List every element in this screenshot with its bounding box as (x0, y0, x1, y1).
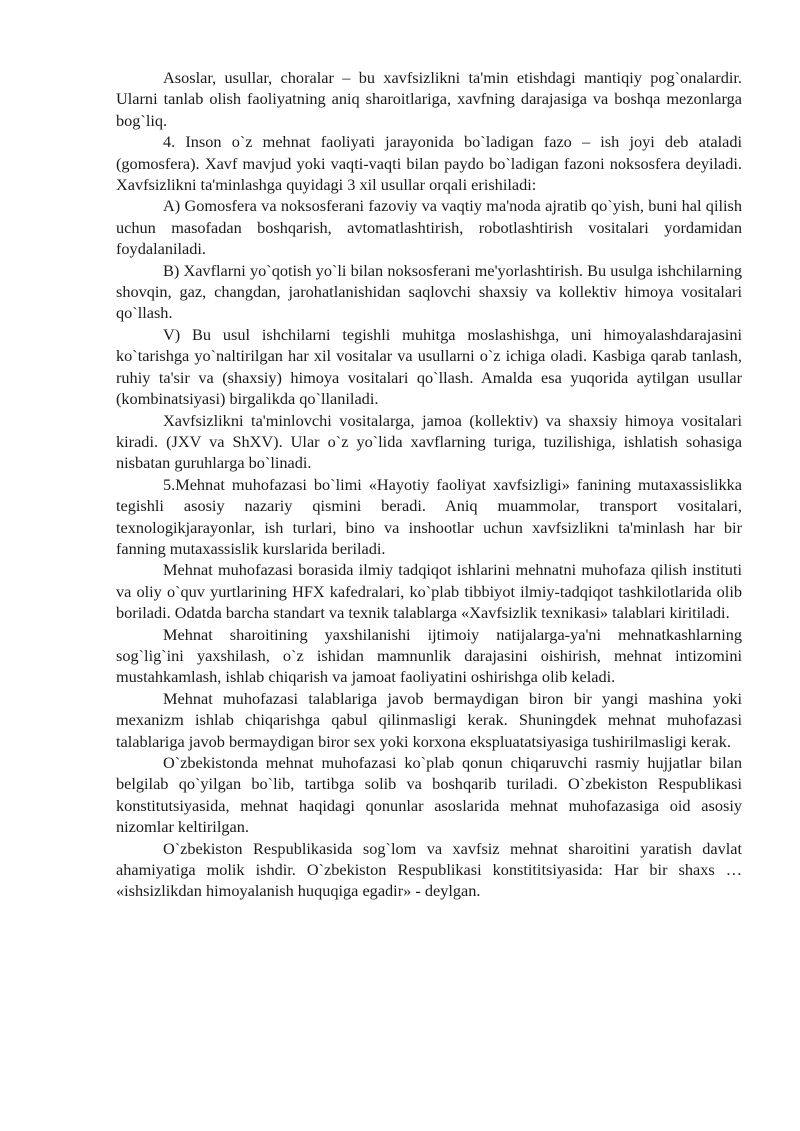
paragraph-10: Mehnat muhofazasi talablariga javob bermaydigan biron bir yangi mashina yoki mexanizm ishlab chiqarishga qabul qilinmasligi kerak. Shuningdek mehnat muhofazasi talablariga javob bermaydigan biror sex yoki korxona ekspluatatsiyasiga tushirilmasligi kerak. (116, 688, 742, 751)
paragraph-9: Mehnat sharoitining yaxshilanishi ijtimoiy natijalarga-ya'ni mehnatkashlarning sog`lig`ini yaxshilash, o`z ishidan mamnunlik darajasini oishirish, mehnat intizomini mustahkamlash, ishlab chiqarish va jamoat faoliyatini oshirishga olib keladi. (116, 624, 742, 687)
document-page (116, 67, 742, 902)
paragraph-5: V) Bu usul ishchilarni tegishli muhitga moslashishga, uni himoyalashdarajasini ko`tarishga yo`naltirilgan har xil vositalar va usullarni o`z ichiga oladi. Kasbiga qarab tanlash, ruhiy ta'sir va (shaxsiy) himoya vositalari qo`llash. Amalda esa yuqorida aytilgan usullar (kombinatsiyasi) birgalikda qo`llaniladi. (116, 324, 742, 409)
paragraph-7: 5.Mehnat muhofazasi bo`limi «Hayotiy faoliyat xavfsizligi» fanining mutaxassislikka tegishli asosiy nazariy qismini beradi. Aniq muammolar, transport vositalari, texnologikjarayonlar, ish turlari, bino va inshootlar uchun xavfsizlikni ta'minlash har bir fanning mutaxassislik kurslarida beriladi. (116, 474, 742, 558)
paragraph-1: Asoslar, usullar, choralar – bu xavfsizlikni ta'min etishdagi mantiqiy pog`onalardir. Ularni tanlab olish faoliyatning aniq sharoitlariga, xavfning darajasiga va boshqa mezonlarga bog`liq. (116, 68, 742, 130)
paragraph-8: Mehnat muhofazasi borasida ilmiy tadqiqot ishlarini mehnatni muhofaza qilish instituti va oliy o`quv yurtlarining HFX kafedralari, ko`plab tibbiyot ilmiy-tadqiqot tashkilotlarida olib boriladi. Odatda barcha standart va texnik talablarga «Xavfsizlik texnikasi» talablari kiritiladi. (116, 560, 742, 623)
paragraph-6: Xavfsizlikni ta'minlovchi vositalarga, jamoa (kollektiv) va shaxsiy himoya vositalari kiradi. (JXV va ShXV). Ular o`z yo`lida xavflarning turiga, tuzilishiga, ishlatish sohasiga nisbatan guruhlarga bo`linadi. (116, 410, 742, 473)
paragraph-12: O`zbekiston Respublikasida sog`lom va xavfsiz mehnat sharoitini yaratish davlat ahamiyatiga molik ishdir. O`zbekiston Respublikasi konstititsiyasida: Har bir shaxs … «ishsizlikdan himoyalanish huquqiga egadir» - deylgan. (116, 838, 742, 901)
paragraph-11: O`zbekistonda mehnat muhofazasi ko`plab qonun chiqaruvchi rasmiy hujjatlar bilan belgilab qo`yilgan bo`lib, tartibga solib va boshqarib turiladi. O`zbekiston Respublikasi konstitutsiyasida, mehnat haqidagi qonunlar asoslarida mehnat muhofazasiga oid asosiy nizomlar keltirilgan. (116, 753, 742, 837)
paragraph-4: B) Xavflarni yo`qotish yo`li bilan noksosferani me'yorlashtirish. Bu usulga ishchilarning shovqin, gaz, changdan, jarohatlanishidan saqlovchi shaxsiy va kollektiv himoya vositalari qo`llash. (116, 260, 742, 323)
paragraph-2: 4. Inson o`z mehnat faoliyati jarayonida bo`ladigan fazo – ish joyi deb ataladi (gomosfera). Xavf mavjud yoki vaqti-vaqti bilan paydo bo`ladigan fazoni noksosfera deyiladi. Xavfsizlikni ta'minlashga quyidagi 3 xil usullar orqali erishiladi: (116, 132, 742, 195)
paragraph-3: A) Gomosfera va noksosferani fazoviy va vaqtiy ma'noda ajratib qo`yish, buni hal qilish uchun masofadan boshqarish, avtomatlashtirish, robotlashtirish vositalari yordamidan foydalaniladi. (116, 196, 742, 259)
